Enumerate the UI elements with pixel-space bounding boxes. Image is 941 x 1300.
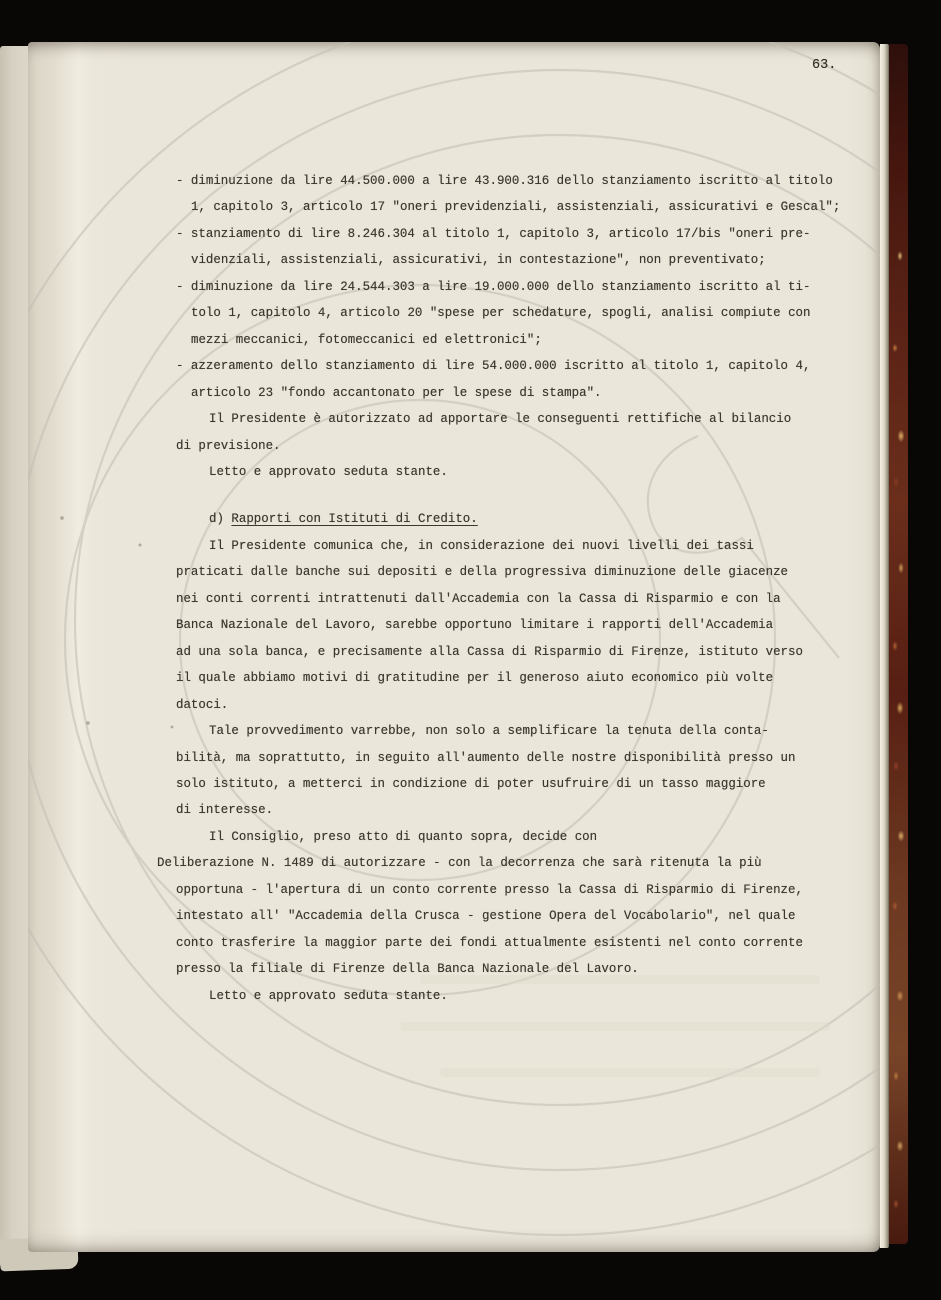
text-line: bilità, ma soprattutto, in seguito all'aumento delle nostre disponibilità presso un [176, 750, 796, 765]
text-line: mezzi meccanici, fotomeccanici ed elettronici"; [191, 332, 542, 347]
text-line: di previsione. [176, 438, 281, 453]
heading-prefix: d) [209, 512, 232, 527]
text-line: - diminuzione da lire 44.500.000 a lire 43.900.316 dello stanziamento iscritto al titolo [176, 174, 833, 188]
text-line: nei conti correnti intrattenuti dall'Accademia con la Cassa di Risparmio e con la [176, 591, 781, 606]
text-line: ad una sola banca, e precisamente alla Cassa di Risparmio di Firenze, istituto verso [176, 644, 803, 659]
text-line: Il Presidente comunica che, in considerazione dei nuovi livelli dei tassi [209, 538, 754, 553]
text-line: Letto e approvato seduta stante. [209, 464, 448, 479]
text-line: praticati dalle banche sui depositi e della progressiva diminuzione delle giacenze [176, 565, 789, 580]
section-heading [176, 506, 876, 532]
text-line: - stanziamento di lire 8.246.304 al titolo 1, capitolo 3, articolo 17/bis "oneri pre- [176, 226, 811, 241]
paper-stack-edge [880, 44, 889, 1248]
text-line: Il Consiglio, preso atto di quanto sopra, decide con [209, 829, 598, 844]
binding-edge [889, 44, 908, 1244]
text-line: - azzeramento dello stanziamento di lire 54.000.000 iscritto al titolo 1, capitolo 4, [176, 359, 811, 374]
text-line: Letto e approvato seduta stante. [209, 988, 448, 1003]
underlying-page-edge [0, 46, 30, 1270]
text-line: di interesse. [176, 803, 274, 818]
book-page [28, 42, 880, 1252]
text-line: 1, capitolo 3, articolo 17 "oneri previdenziali, assistenziali, assicurativi e Gescal"; [191, 200, 841, 215]
text-line: opportuna - l'apertura di un conto corrente presso la Cassa di Risparmio di Firenze, [176, 882, 803, 897]
text-line: presso la filiale di Firenze della Banca Nazionale del Lavoro. [176, 962, 639, 977]
text-line: Tale provvedimento varrebbe, non solo a semplificare la tenuta della conta- [209, 724, 769, 739]
text-line: Deliberazione N. 1489 di autorizzare - con la decorrenza che sarà ritenuta la più [157, 856, 762, 871]
text-line: datoci. [176, 697, 229, 712]
text-line: - diminuzione da lire 24.544.303 a lire 19.000.000 dello stanziamento iscritto al ti- [176, 279, 811, 294]
text-line: solo istituto, a metterci in condizione di poter usufruire di un tasso maggiore [176, 776, 766, 791]
text-line: conto trasferire la maggior parte dei fondi attualmente esistenti nel conto corrente [176, 935, 803, 950]
page-number: 63. [812, 58, 837, 73]
text-line: articolo 23 "fondo accantonato per le spese di stampa". [191, 385, 602, 400]
text-line: Il Presidente è autorizzato ad apportare le conseguenti rettifiche al bilancio [209, 412, 792, 427]
text-line: Banca Nazionale del Lavoro, sarebbe opportuno limitare i rapporti dell'Accademia [176, 618, 774, 633]
text-line: intestato all' "Accademia della Crusca - gestione Opera del Vocabolario", nel quale [176, 909, 796, 924]
typewritten-text-block [157, 168, 876, 1009]
heading-title: Rapporti con Istituti di Credito. [231, 512, 478, 527]
dust-specks [60, 516, 173, 728]
text-line: il quale abbiamo motivi di gratitudine per il generoso aiuto economico più volte [176, 671, 774, 686]
text-line: tolo 1, capitolo 4, articolo 20 "spese per schedature, spogli, analisi compiute con [191, 306, 811, 321]
text-line: videnziali, assistenziali, assicurativi, in contestazione", non preventivato; [191, 253, 766, 268]
